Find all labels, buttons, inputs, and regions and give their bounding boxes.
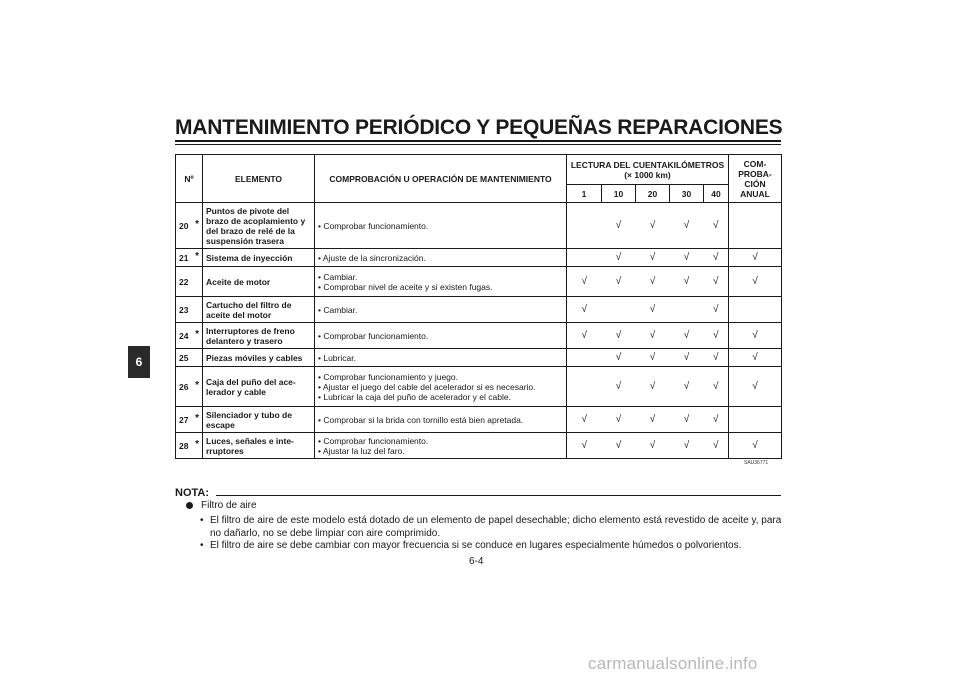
operation-text: • Cambiar.	[318, 272, 563, 282]
interval-check-mark: √	[602, 367, 636, 407]
operation-text: • Ajuste de la sincronización.	[318, 253, 563, 263]
operation-cell	[315, 367, 567, 407]
interval-check-mark: √	[602, 433, 636, 459]
element-name: Aceite de motor	[203, 267, 315, 297]
page-title: MANTENIMIENTO PERIÓDICO Y PEQUEÑAS REPARACIONES	[175, 116, 783, 139]
annual-check-mark: √	[729, 267, 782, 297]
row-number: 25	[179, 352, 189, 363]
element-name: Caja del puño del ace- lerador y cable	[203, 367, 315, 407]
element-name: Sistema de inyección	[203, 249, 315, 267]
interval-check-mark: √	[567, 433, 602, 459]
element-name: Interruptores de freno delantero y trasero	[203, 323, 315, 349]
maintenance-table	[175, 154, 782, 459]
row-number-cell	[176, 407, 203, 433]
operation-cell	[315, 433, 567, 459]
nota-sub-item	[200, 514, 785, 540]
sub-bullet-icon: •	[200, 515, 204, 526]
operation-cell	[315, 297, 567, 323]
dealer-service-mark: *	[195, 379, 199, 391]
row-number-cell	[176, 267, 203, 297]
operation-text: • Lubricar.	[318, 353, 563, 363]
table-row	[176, 249, 782, 267]
row-number-cell	[176, 249, 203, 267]
row-number: 20	[179, 220, 189, 231]
interval-check-mark	[567, 249, 602, 267]
interval-check-mark: √	[704, 367, 729, 407]
operation-text: • Ajustar el juego del cable del acelerador si es necesario.	[318, 382, 563, 392]
interval-check-mark: √	[636, 267, 670, 297]
operation-cell	[315, 203, 567, 249]
table-row	[176, 349, 782, 367]
interval-check-mark: √	[670, 323, 704, 349]
interval-check-mark: √	[670, 407, 704, 433]
header-interval: 20	[636, 185, 670, 203]
row-number-cell	[176, 367, 203, 407]
header-element: ELEMENTO	[203, 155, 315, 203]
interval-check-mark: √	[636, 249, 670, 267]
interval-check-mark: √	[567, 407, 602, 433]
nota-item	[186, 500, 257, 511]
interval-check-mark	[567, 203, 602, 249]
row-number-cell	[176, 349, 203, 367]
operation-cell	[315, 267, 567, 297]
row-number: 26	[179, 381, 189, 392]
dealer-service-mark: *	[195, 412, 199, 424]
annual-check-mark: √	[729, 323, 782, 349]
page-number: 6-4	[469, 556, 484, 567]
annual-check-mark: √	[729, 249, 782, 267]
bullet-icon	[186, 502, 193, 509]
interval-check-mark: √	[602, 323, 636, 349]
element-name: Puntos de pivote del brazo de acoplamiento y del brazo de relé de la suspensión trasera	[203, 203, 315, 249]
element-name: Cartucho del filtro de aceite del motor	[203, 297, 315, 323]
table-row	[176, 203, 782, 249]
interval-check-mark: √	[704, 433, 729, 459]
element-name: Piezas móviles y cables	[203, 349, 315, 367]
interval-check-mark: √	[704, 407, 729, 433]
interval-check-mark: √	[567, 297, 602, 323]
interval-check-mark: √	[670, 249, 704, 267]
interval-check-mark	[670, 297, 704, 323]
row-number: 27	[179, 414, 189, 425]
nota-label: NOTA:	[175, 487, 210, 499]
operation-cell	[315, 349, 567, 367]
watermark[interactable]: carmanualsonline.info	[588, 654, 758, 673]
interval-check-mark: √	[670, 203, 704, 249]
row-number: 28	[179, 440, 189, 451]
interval-check-mark: √	[602, 203, 636, 249]
operation-text: • Cambiar.	[318, 305, 563, 315]
header-interval: 30	[670, 185, 704, 203]
header-interval: 40	[704, 185, 729, 203]
interval-check-mark: √	[602, 349, 636, 367]
interval-check-mark: √	[636, 323, 670, 349]
chapter-tab[interactable]: 6	[128, 346, 150, 378]
row-number-cell	[176, 203, 203, 249]
annual-check-mark: √	[729, 433, 782, 459]
dealer-service-mark: *	[195, 218, 199, 230]
sub-bullet-icon: •	[200, 540, 204, 551]
interval-check-mark: √	[670, 367, 704, 407]
operation-text: • Comprobar funcionamiento.	[318, 221, 563, 231]
header-interval: 10	[602, 185, 636, 203]
row-number-cell	[176, 323, 203, 349]
nota-divider	[216, 495, 781, 496]
row-number: 22	[179, 276, 189, 287]
interval-check-mark: √	[704, 249, 729, 267]
annual-check-mark: √	[729, 367, 782, 407]
interval-check-mark	[602, 297, 636, 323]
table-row	[176, 407, 782, 433]
interval-check-mark: √	[602, 407, 636, 433]
dealer-service-mark: *	[195, 250, 199, 262]
operation-text: • Comprobar nivel de aceite y si existen fugas.	[318, 282, 563, 292]
table-row	[176, 323, 782, 349]
header-odometer	[567, 155, 729, 185]
header-no: Nº	[176, 155, 203, 203]
operation-cell	[315, 323, 567, 349]
code-reference: SAU36771	[744, 460, 769, 466]
dealer-service-mark: *	[195, 328, 199, 340]
operation-text: • Comprobar funcionamiento.	[318, 331, 563, 341]
interval-check-mark: √	[602, 267, 636, 297]
interval-check-mark: √	[704, 267, 729, 297]
element-name: Luces, señales e inte- rruptores	[203, 433, 315, 459]
interval-check-mark: √	[704, 297, 729, 323]
nota-item-text: Filtro de aire	[201, 500, 257, 511]
operation-text: • Comprobar funcionamiento.	[318, 436, 563, 446]
operation-text: • Comprobar funcionamiento y juego.	[318, 372, 563, 382]
table-row	[176, 267, 782, 297]
annual-check-mark: √	[729, 349, 782, 367]
nota-sub-text: El filtro de aire se debe cambiar con mayor frecuencia si se conduce en lugares especialmente húmedos o polvorientos.	[210, 540, 742, 551]
annual-check-mark	[729, 297, 782, 323]
interval-check-mark: √	[636, 297, 670, 323]
operation-text: • Lubricar la caja del puño de acelerador y el cable.	[318, 392, 563, 402]
dealer-service-mark: *	[195, 438, 199, 450]
operation-text: • Ajustar la luz del faro.	[318, 446, 563, 456]
row-number: 21	[179, 252, 189, 263]
interval-check-mark: √	[670, 433, 704, 459]
table-row	[176, 367, 782, 407]
interval-check-mark: √	[567, 267, 602, 297]
element-name: Silenciador y tubo de escape	[203, 407, 315, 433]
interval-check-mark: √	[670, 349, 704, 367]
interval-check-mark: √	[602, 249, 636, 267]
row-number: 24	[179, 330, 189, 341]
interval-check-mark: √	[636, 367, 670, 407]
row-number: 23	[179, 304, 189, 315]
annual-check-mark	[729, 203, 782, 249]
header-operation: COMPROBACIÓN U OPERACIÓN DE MANTENIMIENTO	[315, 155, 567, 203]
interval-check-mark: √	[636, 349, 670, 367]
interval-check-mark	[567, 349, 602, 367]
row-number-cell	[176, 433, 203, 459]
header-interval: 1	[567, 185, 602, 203]
interval-check-mark: √	[670, 267, 704, 297]
table-row	[176, 433, 782, 459]
nota-sub-item	[200, 539, 785, 552]
header-odometer-unit: (× 1000 km)	[624, 169, 671, 180]
interval-check-mark: √	[704, 323, 729, 349]
operation-cell	[315, 407, 567, 433]
row-number-cell	[176, 297, 203, 323]
interval-check-mark: √	[636, 203, 670, 249]
table-row	[176, 297, 782, 323]
interval-check-mark: √	[704, 203, 729, 249]
interval-check-mark: √	[704, 349, 729, 367]
nota-sub-text: El filtro de aire de este modelo está dotado de un elemento de papel desechable; dicho elemento está revestido de aceite y, para no dañarlo, no se debe limpiar con aire comprimido.	[210, 515, 782, 539]
interval-check-mark: √	[636, 433, 670, 459]
title-divider-thin	[175, 144, 781, 145]
header-annual: COM- PROBA- CIÓN ANUAL	[729, 155, 782, 203]
interval-check-mark: √	[567, 323, 602, 349]
operation-text: • Comprobar si la brida con tornillo está bien apretada.	[318, 415, 563, 425]
title-divider	[175, 140, 781, 142]
interval-check-mark: √	[636, 407, 670, 433]
header-odometer-label: LECTURA DEL CUENTAKILÓMETROS	[570, 159, 725, 170]
operation-cell	[315, 249, 567, 267]
annual-check-mark	[729, 407, 782, 433]
interval-check-mark	[567, 367, 602, 407]
